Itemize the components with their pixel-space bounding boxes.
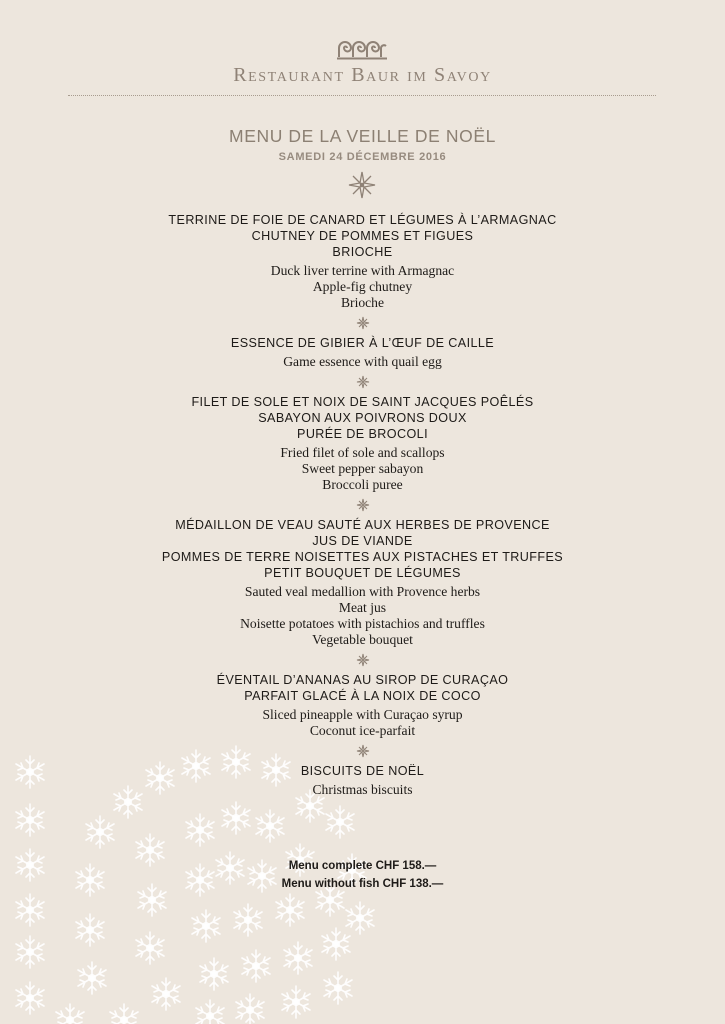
french-line: ÉVENTAIL D’ANANAS AU SIROP DE CURAÇAO	[216, 673, 509, 687]
course	[0, 394, 725, 493]
course	[0, 672, 725, 739]
french-line: PARFAIT GLACÉ À LA NOIX DE COCO	[244, 689, 481, 703]
course-english	[0, 584, 725, 648]
french-line: MÉDAILLON DE VEAU SAUTÉ AUX HERBES DE PROVENCE	[175, 518, 550, 532]
course-english	[0, 445, 725, 493]
prices	[0, 857, 725, 893]
english-line: Sliced pineapple with Curaçao syrup	[262, 707, 463, 722]
restaurant-name: Restaurant Baur im Savoy	[233, 64, 492, 86]
french-line: ESSENCE DE GIBIER À L’ŒUF DE CAILLE	[230, 336, 495, 350]
french-line: BISCUITS DE NOËL	[300, 764, 425, 778]
english-line: Brioche	[340, 295, 385, 310]
english-line: Christmas biscuits	[312, 782, 413, 797]
english-line: Noisette potatoes with pistachios and truffles	[240, 616, 485, 631]
course-french	[0, 763, 725, 779]
french-line: SABAYON AUX POIVRONS DOUX	[258, 411, 467, 425]
english-line: Coconut ice-parfait	[309, 723, 416, 738]
menu-date: SAMEDI 24 DÉCEMBRE 2016	[278, 151, 447, 163]
course-french	[0, 394, 725, 442]
english-line: Sauted veal medallion with Provence herbs	[244, 584, 481, 599]
english-line: Broccoli puree	[322, 477, 403, 492]
course-english	[0, 263, 725, 311]
course-french	[0, 212, 725, 260]
course	[0, 212, 725, 311]
course	[0, 763, 725, 798]
course	[0, 517, 725, 648]
star-ornament-icon	[356, 744, 370, 758]
french-line: TERRINE DE FOIE DE CANARD ET LÉGUMES À L’ARMAGNAC	[168, 213, 557, 227]
french-line: JUS DE VIANDE	[312, 534, 413, 548]
english-line: Sweet pepper sabayon	[301, 461, 424, 476]
french-line: POMMES DE TERRE NOISETTES AUX PISTACHES ET TRUFFES	[161, 550, 564, 564]
french-line: PETIT BOUQUET DE LÉGUMES	[264, 566, 461, 580]
course-english	[0, 354, 725, 370]
french-line: BRIOCHE	[332, 245, 393, 259]
english-line: Game essence with quail egg	[283, 354, 442, 369]
course-english	[0, 782, 725, 798]
course-french	[0, 517, 725, 581]
star-ornament-icon	[356, 653, 370, 667]
english-line: Vegetable bouquet	[312, 632, 413, 647]
price-complete: Menu complete CHF 158.—	[288, 860, 437, 872]
english-line: Meat jus	[338, 600, 387, 615]
course-french	[0, 672, 725, 704]
course-english	[0, 707, 725, 739]
french-line: FILET DE SOLE ET NOIX DE SAINT JACQUES POÊLÉS	[191, 395, 534, 409]
menu-title: MENU DE LA VEILLE DE NOËL	[229, 126, 496, 146]
star-ornament-icon	[348, 171, 376, 199]
dotted-divider	[68, 95, 656, 96]
courses-list	[0, 212, 725, 798]
french-line: PURÉE DE BROCOLI	[297, 427, 428, 441]
english-line: Apple-fig chutney	[312, 279, 413, 294]
french-line: CHUTNEY DE POMMES ET FIGUES	[251, 229, 474, 243]
price-without-fish: Menu without fish CHF 138.—	[281, 878, 444, 890]
star-ornament-icon	[356, 316, 370, 330]
english-line: Fried filet of sole and scallops	[280, 445, 445, 460]
star-ornament-icon	[356, 375, 370, 389]
english-line: Duck liver terrine with Armagnac	[270, 263, 455, 278]
star-ornament-icon	[356, 498, 370, 512]
course	[0, 335, 725, 370]
scroll-spiral-icon	[336, 40, 388, 60]
course-french	[0, 335, 725, 351]
